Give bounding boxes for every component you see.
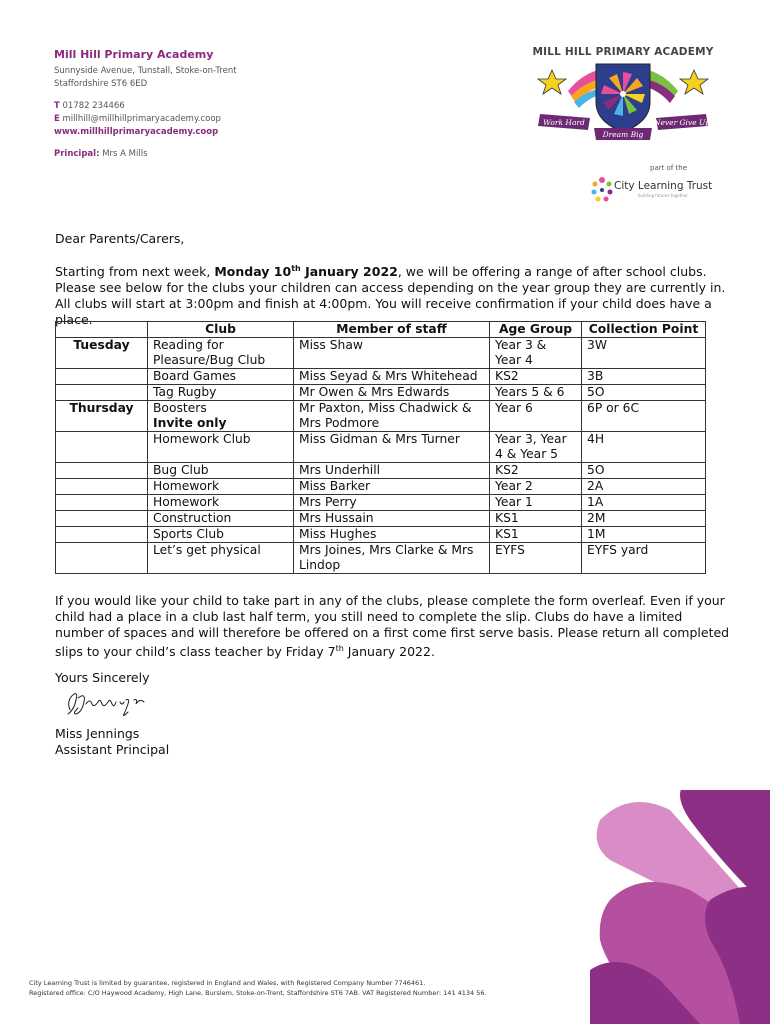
address-line1: Sunnyside Avenue, Tunstall, Stoke-on-Trent (54, 66, 237, 76)
table-row (56, 338, 706, 369)
day-cell (56, 385, 148, 401)
day-cell (56, 543, 148, 574)
staff-cell: Mrs Joines, Mrs Clarke & Mrs Lindop (294, 543, 490, 574)
signer-title: Assistant Principal (55, 742, 170, 757)
school-name: Mill Hill Primary Academy (54, 48, 214, 61)
intro-date-year: January 2022 (300, 264, 398, 280)
club-name: Boosters (153, 401, 207, 415)
day-cell (56, 495, 148, 511)
staff-cell: Mrs Hussain (294, 511, 490, 527)
staff-cell: Miss Seyad & Mrs Whitehead (294, 369, 490, 385)
signature-image (64, 688, 164, 718)
collection-cell: EYFS yard (582, 543, 706, 574)
phone-number: 01782 234466 (62, 101, 125, 111)
day-cell: Tuesday (56, 338, 148, 369)
intro-date: Monday 10 (214, 264, 292, 280)
email-address[interactable]: millhill@millhillprimaryacademy.coop (62, 114, 221, 124)
table-row (56, 543, 706, 574)
closing-sup: th (335, 644, 344, 653)
club-cell: Let’s get physical (148, 543, 294, 574)
principal-name: Mrs A Mills (102, 149, 148, 159)
club-note: Invite only (153, 416, 227, 430)
intro-before: Starting from next week, (55, 264, 215, 280)
clubs-table (55, 321, 706, 574)
day-cell (56, 463, 148, 479)
age-cell: EYFS (490, 543, 582, 574)
intro-after: , we will be offering a range of after school clubs. Please see below for the clubs your children can access depending on the year group they are currently in. All clubs will start at 3:00pm and finish at 4:00pm. You will receive confirmation if your child does have a place. (55, 264, 726, 328)
table-header-row (56, 322, 706, 338)
header-age: Age Group (490, 322, 582, 338)
staff-cell: Miss Shaw (294, 338, 490, 369)
trust-burst-icon (590, 172, 614, 208)
age-cell: KS1 (490, 527, 582, 543)
school-crest (528, 46, 718, 146)
age-cell: Year 6 (490, 401, 582, 432)
staff-cell: Miss Hughes (294, 527, 490, 543)
address-line2: Staffordshire ST6 6ED (54, 79, 148, 89)
footer (29, 978, 487, 998)
table-row (56, 527, 706, 543)
email-label: E (54, 114, 60, 124)
club-cell: Sports Club (148, 527, 294, 543)
age-cell: Year 3 & Year 4 (490, 338, 582, 369)
principal-label: Principal: (54, 149, 100, 159)
table-row (56, 369, 706, 385)
collection-cell: 3W (582, 338, 706, 369)
crest-emblem (528, 46, 718, 146)
collection-cell: 2M (582, 511, 706, 527)
greeting: Dear Parents/Carers, (55, 231, 185, 246)
club-cell: Bug Club (148, 463, 294, 479)
footer-line1: City Learning Trust is limited by guarantee, registered in England and Wales, with Registered Company Number 7746461. (29, 979, 426, 987)
staff-cell: Miss Barker (294, 479, 490, 495)
star-right (680, 70, 708, 94)
letterhead-contact (54, 48, 237, 161)
collection-cell: 4H (582, 432, 706, 463)
age-cell: KS2 (490, 369, 582, 385)
collection-cell: 2A (582, 479, 706, 495)
collection-cell: 1A (582, 495, 706, 511)
header-club: Club (148, 322, 294, 338)
age-cell: KS1 (490, 511, 582, 527)
motto-dream-big: Dream Big (602, 130, 644, 139)
staff-cell: Mrs Underhill (294, 463, 490, 479)
closing-before: If you would like your child to take part in any of the clubs, please complete the form overleaf. Even if your child had a place in a club last half term, you still need to complete the slip. Clubs do have a limited number of spaces and will therefore be offered on a first come first serve basis. Please return all completed slips to your child’s class teacher by Friday 7 (55, 593, 730, 660)
table-row (56, 401, 706, 432)
trust-part-of: part of the (650, 164, 688, 172)
principal-row (54, 148, 237, 161)
club-cell: Homework (148, 479, 294, 495)
closing-paragraph (55, 593, 730, 660)
website-link[interactable]: www.millhillprimaryacademy.coop (54, 127, 219, 137)
crest-title: MILL HILL PRIMARY ACADEMY (532, 46, 714, 58)
day-cell (56, 369, 148, 385)
staff-cell: Mrs Perry (294, 495, 490, 511)
signer-name: Miss Jennings (55, 726, 140, 741)
table-row (56, 385, 706, 401)
club-cell: Construction (148, 511, 294, 527)
club-cell: Homework (148, 495, 294, 511)
table-row (56, 432, 706, 463)
age-cell: Year 2 (490, 479, 582, 495)
header-staff: Member of staff (294, 322, 490, 338)
collection-cell: 1M (582, 527, 706, 543)
table-row (56, 511, 706, 527)
email-row (54, 113, 237, 126)
day-cell (56, 511, 148, 527)
staff-cell: Mr Paxton, Miss Chadwick & Mrs Podmore (294, 401, 490, 432)
club-cell: Board Games (148, 369, 294, 385)
motto-never-give-up: Never Give Up (653, 118, 711, 127)
club-cell (148, 401, 294, 432)
table-row (56, 495, 706, 511)
day-cell (56, 479, 148, 495)
header-collection: Collection Point (582, 322, 706, 338)
decorative-purple-shapes (590, 790, 770, 1024)
staff-cell: Mr Owen & Mrs Edwards (294, 385, 490, 401)
day-cell (56, 432, 148, 463)
star-left (538, 70, 566, 94)
table-row (56, 479, 706, 495)
age-cell: Year 3, Year 4 & Year 5 (490, 432, 582, 463)
table-row (56, 463, 706, 479)
motto-work-hard: Work Hard (543, 118, 585, 127)
club-cell: Tag Rugby (148, 385, 294, 401)
age-cell: Years 5 & 6 (490, 385, 582, 401)
collection-cell: 6P or 6C (582, 401, 706, 432)
footer-line2: Registered office: C/O Haywood Academy, High Lane, Burslem, Stoke-on-Trent, Staffordshire ST6 7AB. VAT Registered Number: 141 4134 56. (29, 989, 487, 997)
header-day (56, 322, 148, 338)
age-cell: KS2 (490, 463, 582, 479)
staff-cell: Miss Gidman & Mrs Turner (294, 432, 490, 463)
phone-label: T (54, 101, 60, 111)
trust-name: City Learning Trust (614, 180, 713, 192)
intro-paragraph (55, 261, 730, 328)
closing-after: January 2022. (343, 644, 435, 660)
trust-logo (590, 160, 740, 210)
collection-cell: 5O (582, 385, 706, 401)
trust-tagline: building futures together (638, 193, 688, 198)
intro-date-sup: th (291, 264, 301, 273)
sign-off: Yours Sincerely (55, 670, 150, 685)
age-cell: Year 1 (490, 495, 582, 511)
club-cell: Reading for Pleasure/Bug Club (148, 338, 294, 369)
phone-row (54, 100, 237, 113)
day-cell: Thursday (56, 401, 148, 432)
club-cell: Homework Club (148, 432, 294, 463)
collection-cell: 3B (582, 369, 706, 385)
day-cell (56, 527, 148, 543)
collection-cell: 5O (582, 463, 706, 479)
